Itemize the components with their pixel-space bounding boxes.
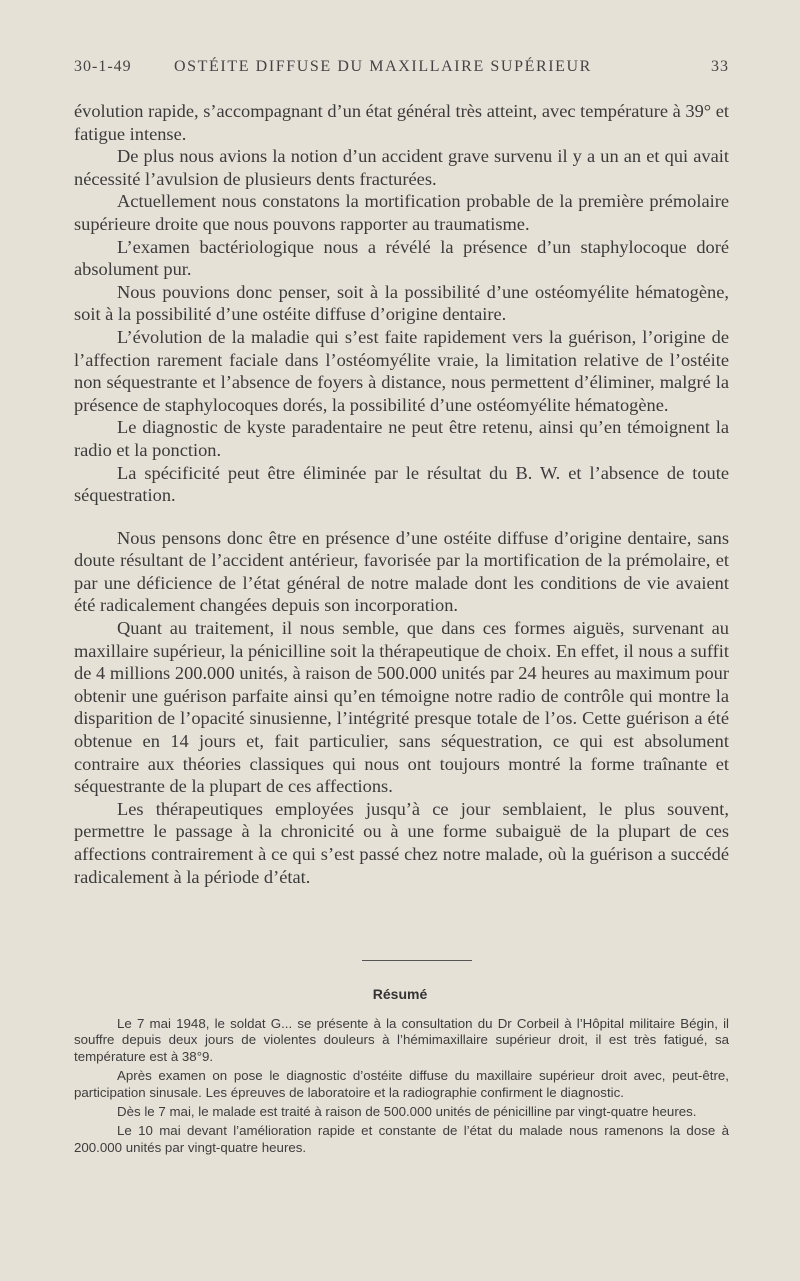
body-text bbox=[74, 100, 729, 888]
paragraph: L’évolution de la maladie qui s’est faite rapidement vers la guérison, l’origine de l’affection rarement faciale dans l’ostéomyélite vraie, la limitation relative de l’ostéite non séquestrante et l’absence de foyers à distance, nous permettent d’éliminer, malgré la présence de staphylocoques dorés, la possibilité d’une ostéomyélite hématogène. bbox=[74, 326, 729, 415]
paragraph: De plus nous avions la notion d’un accident grave survenu il y a un an et qui avait nécessité l’avulsion de plusieurs dents fracturées. bbox=[74, 146, 729, 189]
header-title: OSTÉITE DIFFUSE DU MAXILLAIRE SUPÉRIEUR bbox=[174, 58, 592, 75]
summary-paragraph: Dès le 7 mai, le malade est traité à raison de 500.000 unités de pénicilline par vingt-quatre heures. bbox=[117, 1104, 697, 1120]
paragraph: Le diagnostic de kyste paradentaire ne peut être retenu, ainsi qu’en témoignent la radio et la ponction. bbox=[74, 417, 729, 460]
summary-paragraph: Le 10 mai devant l’amélioration rapide et constante de l’état du malade nous ramenons la dose à 200.000 unités par vingt-quatre heures. bbox=[74, 1123, 729, 1155]
paragraph: La spécificité peut être éliminée par le résultat du B. W. et l’absence de toute séquestration. bbox=[74, 462, 729, 506]
page-number: 33 bbox=[711, 58, 729, 75]
running-header bbox=[74, 58, 729, 82]
section-divider bbox=[362, 960, 472, 961]
header-date: 30-1-49 bbox=[74, 58, 132, 75]
paragraph: Actuellement nous constatons la mortification probable de la première prémolaire supérieure droite que nous pouvons rapporter au traumatisme. bbox=[74, 191, 729, 234]
summary-paragraph: Le 7 mai 1948, le soldat G... se présente à la consultation du Dr Corbeil à l’Hôpital militaire Bégin, il souffre depuis deux jours de violentes douleurs à l’hémimaxillaire supérieur droit, il est très fatigué, sa température est à 38°9. bbox=[74, 1016, 729, 1064]
summary-title: Résumé bbox=[372, 986, 428, 1002]
paragraph: L’examen bactériologique nous a révélé la présence d’un staphylocoque doré absolument pur. bbox=[74, 236, 729, 280]
paragraph: Nous pensons donc être en présence d’une ostéite diffuse d’origine dentaire, sans doute résultant de l’accident antérieur, favorisée par la mortification de la prémolaire, et par une déficience de l’état général de notre malade dont les conditions de vie avaient été radicalement changées depuis son incorporation. bbox=[74, 527, 729, 616]
paragraph: Quant au traitement, il nous semble, que dans ces formes aiguës, survenant au maxillaire supérieur, la pénicilline soit la thérapeutique de choix. En effet, il nous a suffit de 4 millions 200.000 unités, à raison de 500.000 unités par 24 heures au maximum pour obtenir une guérison parfaite ainsi qu’en témoigne notre radio de contrôle qui montre la disparition de l’opacité sinusienne, l’intégrité presque totale de l’os. Cette guérison a été obtenue en 14 jours et, fait particulier, sans séquestration, ce qui est absolument contraire aux théories classiques qui nous ont toujours montré la forme traînante et séquestrante de la plupart de ces affections. bbox=[74, 618, 729, 797]
summary-paragraph: Après examen on pose le diagnostic d’ostéite diffuse du maxillaire supérieur droit avec, peut-être, participation sinusale. Les épreuves de laboratoire et la radiographie confirment le diagnostic. bbox=[74, 1068, 729, 1100]
paragraph: Les thérapeutiques employées jusqu’à ce jour semblaient, le plus souvent, permettre le passage à la chronicité ou à une forme subaiguë de la plupart de ces affections contrairement à ce qui s’est passé chez notre malade, où la guérison a succédé radicalement à la période d’état. bbox=[74, 798, 729, 887]
summary-text bbox=[74, 1016, 729, 1159]
paragraph: Nous pouvions donc penser, soit à la possibilité d’une ostéomyélite hématogène, soit à la possibilité d’une ostéite diffuse d’origine dentaire. bbox=[74, 281, 729, 325]
paragraph: évolution rapide, s’accompagnant d’un état général très atteint, avec température à 39° et fatigue intense. bbox=[74, 101, 729, 144]
